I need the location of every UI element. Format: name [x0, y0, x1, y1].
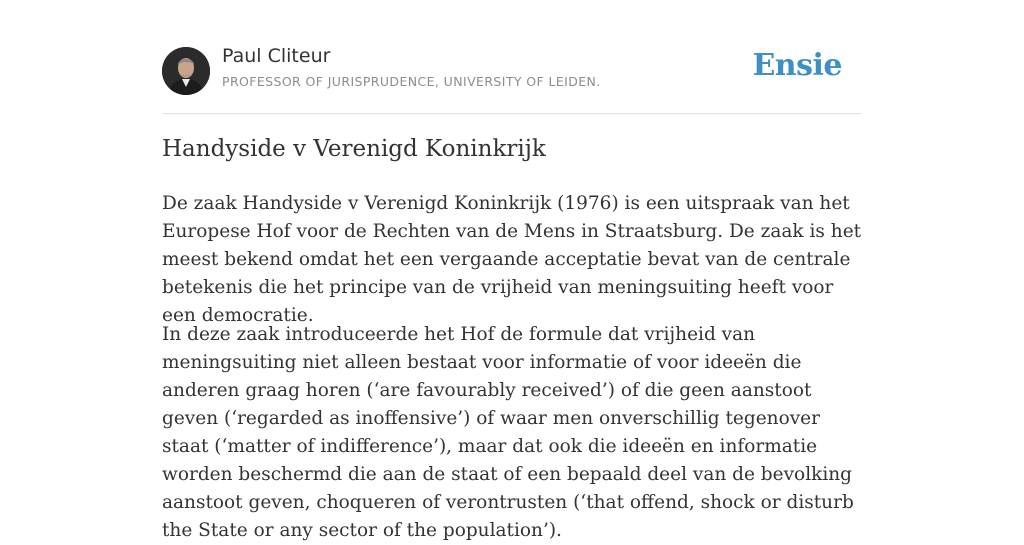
- author-header: [162, 0, 862, 114]
- article-paragraph-1: De zaak Handyside v Verenigd Koninkrijk (1976) is een uitspraak van het Europese Hof voor de Rechten van de Mens in Straatsburg. De zaak is het meest bekend omdat het een vergaande acceptatie bevat van de centrale betekenis die het principe van de vrijheid van meningsuiting heeft voor een democratie.: [162, 193, 862, 326]
- brand-logo[interactable]: Ensie: [752, 48, 842, 83]
- article-title: Handyside v Verenigd Koninkrijk: [162, 136, 546, 162]
- article-card: [162, 0, 862, 541]
- author-name[interactable]: Paul Cliteur: [222, 45, 331, 67]
- avatar-portrait-icon: [162, 47, 210, 95]
- article-paragraph-2: In deze zaak introduceerde het Hof de formule dat vrijheid van meningsuiting niet alleen bestaat voor informatie of voor ideeën die anderen graag horen (‘are favourably received’) of die geen aanstoot geven (‘regarded as inoffensive’) of waar men onverschillig tegenover staat (‘matter of indifference’), maar dat ook die ideeën en informatie worden beschermd die aan de staat of een bepaald deel van de bevolking aanstoot geven, choqueren of verontrusten (‘that offend, shock or disturb the State or any sector of the population’).: [162, 324, 854, 541]
- author-role: PROFESSOR OF JURISPRUDENCE, UNIVERSITY OF LEIDEN.: [222, 74, 601, 89]
- avatar[interactable]: [162, 47, 210, 95]
